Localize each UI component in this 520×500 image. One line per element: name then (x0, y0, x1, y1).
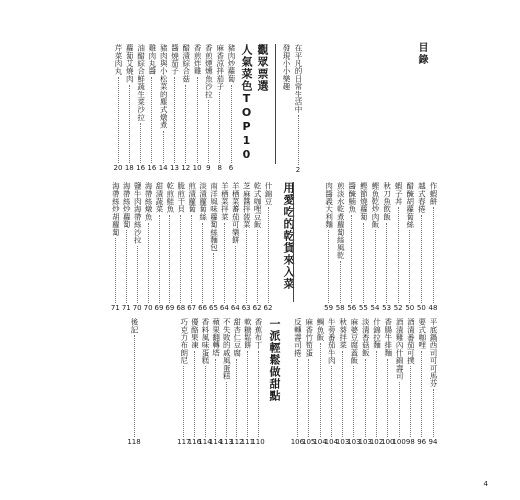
toc-entry-page: 64 (219, 304, 229, 312)
toc-entry-title: 越式春捲 (417, 182, 427, 213)
section2-heading: 用愛吃的乾貨來入菜 (282, 182, 295, 290)
toc-entry-page: 70 (132, 304, 142, 312)
dotted-leader (308, 359, 309, 438)
dotted-leader (246, 230, 247, 303)
toc-entry-title: 麻香竹筍蛋 (304, 318, 314, 357)
dotted-leader (320, 343, 321, 437)
toc-entry-title: 甜杏仁豆腐 (232, 318, 242, 357)
toc-entry-page: 50 (416, 304, 426, 312)
toc-entry-page: 53 (382, 304, 392, 312)
dotted-leader (268, 207, 269, 303)
toc-entry-title: 甜漬蔬菜 (155, 182, 164, 213)
toc-entry-page: 104 (324, 438, 338, 446)
toc-entry-page: 18 (124, 164, 134, 172)
section3-entry[interactable] (325, 318, 337, 446)
section1-heading-line2: 人氣菜色TOP10 (240, 44, 253, 162)
toc-entry-title: 醋醃胡蘿蔔絲 (405, 182, 415, 229)
dotted-leader (219, 92, 220, 163)
section3-entry[interactable] (231, 318, 243, 446)
section3-entry[interactable] (188, 318, 200, 446)
toc-entry-page: 69 (154, 304, 164, 312)
toc-entry-page: 48 (428, 304, 438, 312)
toc-entry-title: 麻婆豆腐蓋飯 (349, 318, 359, 365)
dotted-leader (331, 366, 332, 437)
toc-entry-title: 乾式咖哩豆飯 (253, 182, 263, 229)
dotted-leader (140, 123, 141, 163)
dotted-leader (118, 77, 119, 163)
toc-entry-page: 117 (177, 438, 191, 446)
intro-line-1[interactable] (292, 44, 304, 174)
section2-entry[interactable] (142, 182, 154, 312)
toc-entry-title: 醬醃鮪魚 (347, 182, 357, 213)
toc-entry-title: 在平凡的日常生活中 (294, 44, 303, 114)
section2-entry[interactable] (109, 182, 121, 312)
toc-entry-title: 作蝦餅 (429, 182, 438, 206)
dotted-leader (340, 261, 341, 303)
section3-entry[interactable] (348, 318, 360, 446)
page-number: 4 (483, 480, 488, 488)
toc-title: 目錄 (416, 42, 427, 66)
dotted-leader (342, 351, 343, 437)
section2-entry[interactable] (175, 182, 187, 312)
dotted-leader (215, 359, 216, 438)
toc-entry-title: 巧克力布朗尼 (179, 318, 189, 365)
toc-entry-page: 111 (240, 438, 255, 446)
section2-entry[interactable] (415, 182, 427, 312)
toc-entry-page: 54 (370, 304, 380, 312)
dotted-leader (213, 253, 214, 303)
dotted-leader (235, 246, 236, 303)
toc-entry-title: 豬肉與小松菜的塵式燉煮 (159, 44, 169, 129)
dotted-leader (148, 223, 149, 304)
toc-entry-page: 118 (127, 438, 141, 446)
toc-entry-page: 63 (241, 304, 251, 312)
section2-divider (293, 182, 294, 302)
toc-entry-title: 平底鍋西司可可馬芬 (429, 318, 438, 388)
dotted-leader (328, 230, 329, 303)
toc-entry-page: 100 (381, 438, 395, 446)
toc-entry-title: 豬肉炒蘿蔔 (227, 44, 236, 83)
section2-entry[interactable] (334, 182, 346, 312)
toc-entry-title: 煎漬蘿蔔 (187, 182, 197, 213)
toc-entry-title: 羊栖菜拌菜 (220, 182, 230, 221)
section2-entry[interactable] (369, 182, 381, 312)
toc-entry-title: 乾煎鮭魚 (165, 182, 175, 213)
intro-line-2-text: 發現小小樂趣 (282, 44, 291, 91)
dotted-leader (387, 359, 388, 438)
toc-entry-page: 103 (335, 438, 350, 446)
postscript-entry[interactable] (128, 318, 140, 446)
toc-entry-page: 110 (251, 438, 265, 446)
toc-entry-page: 100 (392, 438, 406, 446)
section2-entry[interactable] (404, 182, 416, 312)
dotted-leader (226, 382, 227, 437)
toc-entry-title: 南洋風味蘿蔔絲麵包 (209, 182, 219, 252)
toc-entry-title: 香料風味蛋糕 (201, 318, 210, 365)
toc-entry-title: 海帶絲燉魚 (144, 182, 154, 221)
section3-entry[interactable] (291, 318, 303, 446)
toc-entry-page: 114 (198, 438, 212, 446)
section3-entry[interactable] (220, 318, 232, 446)
toc-entry-title: 脆煎干貝 (176, 182, 186, 213)
section2-entry[interactable] (381, 182, 393, 312)
toc-entry-title: 鯛魚飯 (316, 318, 325, 342)
toc-entry-title: 雞肉丸醬 (147, 44, 157, 75)
dotted-leader (351, 215, 352, 303)
section3-entry[interactable] (416, 318, 428, 446)
toc-entry-page: 58 (335, 304, 345, 312)
section3-entry[interactable] (337, 318, 349, 446)
toc-entry-page: 71 (121, 304, 131, 312)
dotted-leader (174, 77, 175, 163)
section1-entry[interactable] (169, 44, 181, 172)
dotted-leader (433, 389, 434, 437)
dotted-leader (258, 351, 259, 437)
dotted-leader (365, 359, 366, 438)
toc-entry-page: 13 (170, 164, 179, 172)
dotted-leader (409, 230, 410, 303)
toc-entry-page: 102 (369, 438, 384, 446)
dotted-leader (375, 230, 376, 303)
section1-entry[interactable] (191, 44, 203, 172)
dotted-leader (183, 366, 184, 437)
toc-entry-page: 98 (405, 438, 415, 446)
toc-entry-title: 煎淡水乾煮蘿蔔絲風乾 (336, 182, 346, 259)
toc-entry-page: 9 (206, 164, 211, 172)
toc-entry-page: 104 (313, 438, 327, 446)
dotted-leader (208, 100, 209, 163)
section3-entry[interactable] (314, 318, 326, 446)
dotted-leader (137, 246, 138, 303)
toc-entry-page: 67 (187, 304, 197, 312)
toc-entry-page: 55 (358, 304, 368, 312)
section2-entry[interactable] (346, 182, 358, 312)
toc-entry-page: 106 (290, 438, 305, 446)
toc-entry-title: 要式咖哩 (417, 318, 427, 349)
toc-entry-page: 56 (347, 304, 357, 312)
toc-entry-title: 蘿蔔艾燒肉 (125, 44, 135, 83)
toc-entry-title: 鰹魚乾炒肉飯 (371, 182, 380, 229)
toc-entry-title: 肉醬義大利麵 (324, 182, 334, 229)
toc-entry-page: 70 (143, 304, 153, 312)
section3-entry[interactable] (393, 318, 405, 446)
section2-entry[interactable] (120, 182, 132, 312)
section2-entry[interactable] (251, 182, 263, 312)
section3-entry[interactable] (210, 318, 222, 446)
dotted-leader (191, 215, 192, 303)
intro-line-2 (280, 44, 292, 124)
section2-entry[interactable] (164, 182, 176, 312)
toc-entry-title: 軟糖鬆餅 (243, 318, 253, 349)
toc-entry-page: 116 (187, 438, 202, 446)
section3-entry[interactable] (427, 318, 439, 446)
toc-entry-title: 芝麻醬拌菠菜 (242, 182, 252, 229)
section1-divider (275, 44, 276, 164)
toc-entry-title: 淡漬香菇飯 (361, 318, 371, 357)
dotted-leader (126, 230, 127, 303)
dotted-leader (257, 230, 258, 303)
section2-entry[interactable] (240, 182, 252, 312)
dotted-leader (169, 215, 170, 303)
toc-entry-page: 62 (263, 304, 273, 312)
toc-entry-title: 海帶絲炒胡蘿蔔 (111, 182, 121, 236)
dotted-leader (151, 77, 152, 163)
toc-entry-title: 香腸牛排麵 (383, 318, 393, 357)
section1-entry[interactable] (202, 44, 214, 172)
toc-entry-title: 鰹節燒蘿蔔 (359, 182, 369, 221)
toc-entry-page: 16 (147, 164, 157, 172)
dotted-leader (236, 359, 237, 438)
toc-entry-page: 6 (228, 164, 234, 172)
toc-entry-title: 反轉壽司捲 (293, 318, 303, 357)
toc-entry-page: 2 (295, 166, 301, 174)
section2-entry[interactable] (229, 182, 241, 312)
dotted-leader (115, 238, 116, 303)
dotted-leader (129, 85, 130, 164)
dotted-leader (197, 77, 198, 163)
toc-entry-title: 油醋綜合鮮蔬生菜沙拉 (136, 44, 146, 121)
toc-entry-title: 鹽牛肉海帶絲沙拉 (133, 182, 143, 244)
toc-entry-page: 114 (208, 438, 223, 446)
section3-entry[interactable] (252, 318, 264, 446)
section3-entry[interactable] (371, 318, 383, 446)
toc-entry-title: 海帶絲炒蘿蔔 (122, 182, 132, 229)
dotted-leader (247, 351, 248, 437)
toc-entry-title: 羊栖菜蕃茄可樂餅 (231, 182, 241, 244)
section1-entry[interactable] (112, 44, 124, 172)
toc-entry-title: 香蕉布丁 (254, 318, 263, 349)
toc-entry-title: 芹菜肉丸 (114, 44, 123, 75)
toc-entry-page: 68 (176, 304, 186, 312)
section3-entry[interactable] (199, 318, 211, 446)
dotted-leader (202, 223, 203, 304)
section3-entry[interactable] (178, 318, 190, 446)
toc-entry-page: 113 (219, 438, 233, 446)
dotted-leader (421, 351, 422, 437)
toc-entry-page: 59 (324, 304, 334, 312)
toc-entry-page: 62 (252, 304, 262, 312)
toc-entry-page: 52 (393, 304, 403, 312)
dotted-leader (180, 215, 181, 303)
toc-entry-page: 71 (110, 304, 120, 312)
section3-entry[interactable] (241, 318, 253, 446)
toc-entry-title: 淡漬蘿蔔絲 (198, 182, 208, 221)
dotted-leader (205, 366, 206, 437)
section3-entry[interactable] (404, 318, 416, 446)
toc-entry-page: 20 (113, 164, 123, 172)
section1-entry[interactable] (157, 44, 169, 172)
dotted-leader (398, 207, 399, 303)
toc-entry-title: 酒漬雞內什錦壽司 (395, 318, 405, 380)
toc-entry-title: 蘋果翻轉塔 (211, 318, 221, 357)
section3-entry[interactable] (359, 318, 371, 446)
section2-entry[interactable] (427, 182, 439, 312)
dotted-leader (433, 207, 434, 303)
dotted-leader (386, 223, 387, 304)
toc-entry-title: 醬燒茄子 (170, 44, 180, 75)
dotted-leader (231, 85, 232, 164)
section2-entry[interactable] (262, 182, 274, 312)
toc-entry-title: 香煎炸雞 (193, 44, 203, 75)
toc-entry-title: 酒漬番茄可撲 (406, 318, 416, 365)
section2-entry[interactable] (218, 182, 230, 312)
dotted-leader (353, 366, 354, 437)
section1-entry[interactable] (214, 44, 226, 172)
dotted-leader (224, 223, 225, 304)
section2-entry[interactable] (153, 182, 165, 312)
section1-entry[interactable] (123, 44, 135, 172)
toc-entry-title: 牛蒡番茄牛肉 (327, 318, 337, 365)
toc-entry-page: 96 (417, 438, 427, 446)
toc-entry-page: 66 (198, 304, 208, 312)
section1-entry[interactable] (135, 44, 147, 172)
toc-entry-page: 10 (192, 164, 202, 172)
toc-entry-title: 麻香涼拌茄子 (215, 44, 225, 91)
toc-entry-page: 103 (347, 438, 361, 446)
toc-entry-page: 65 (209, 304, 218, 312)
section3-entry[interactable] (303, 318, 315, 446)
section2-entry[interactable] (392, 182, 404, 312)
dotted-leader (410, 366, 411, 437)
dotted-leader (376, 351, 377, 437)
toc-entry-page: 69 (165, 304, 175, 312)
section2-entry[interactable] (186, 182, 198, 312)
toc-entry-title: 不失敗的戚風蛋糕 (222, 318, 232, 380)
dotted-leader (297, 359, 298, 438)
toc-entry-page: 94 (428, 438, 438, 446)
toc-entry-title: 秋刀魚飲飯 (382, 182, 392, 221)
dotted-leader (421, 215, 422, 303)
section2-entry[interactable] (208, 182, 220, 312)
section2-entry[interactable] (323, 182, 335, 312)
dotted-leader (363, 223, 364, 304)
toc-entry-title: 香煎煙燻魚沙拉 (204, 44, 214, 98)
section1-entry[interactable] (146, 44, 158, 172)
toc-entry-page: 16 (136, 164, 146, 172)
toc-entry-page: 103 (358, 438, 372, 446)
toc-entry-page: 105 (302, 438, 316, 446)
toc-entry-title: 什錦拉麵 (372, 318, 382, 349)
toc-entry-title: 後記 (130, 318, 139, 334)
dotted-leader (163, 131, 164, 163)
dotted-leader (159, 215, 160, 303)
toc-entry-page: 50 (405, 304, 415, 312)
dotted-leader (194, 351, 195, 437)
toc-entry-title: 醋漬綜合菇 (181, 44, 191, 83)
section2-entry[interactable] (131, 182, 143, 312)
section3-heading: 一派輕鬆做甜點 (268, 318, 281, 402)
section2-entry[interactable] (357, 182, 369, 312)
toc-entry-page: 112 (230, 438, 244, 446)
dotted-leader (185, 85, 186, 164)
toc-entry-title: 優酪果凍 (190, 318, 200, 349)
dotted-leader (399, 382, 400, 437)
dotted-leader (134, 335, 135, 437)
section3-entry[interactable] (382, 318, 394, 446)
section1-entry[interactable] (225, 44, 237, 172)
toc-entry-page: 14 (158, 164, 168, 172)
toc-entry-title: 秋葵拌菜 (338, 318, 348, 349)
toc-entry-page: 8 (217, 164, 222, 172)
toc-entry-title: 什錦豆 (264, 182, 273, 206)
toc-entry-page: 12 (181, 164, 191, 172)
section1-entry[interactable] (180, 44, 192, 172)
toc-entry-page: 64 (230, 304, 240, 312)
section2-entry[interactable] (197, 182, 209, 312)
dotted-leader (298, 115, 299, 165)
toc-entry-title: 蝦子丼 (394, 182, 404, 206)
section1-heading-line1: 觀眾票選 (256, 44, 269, 92)
